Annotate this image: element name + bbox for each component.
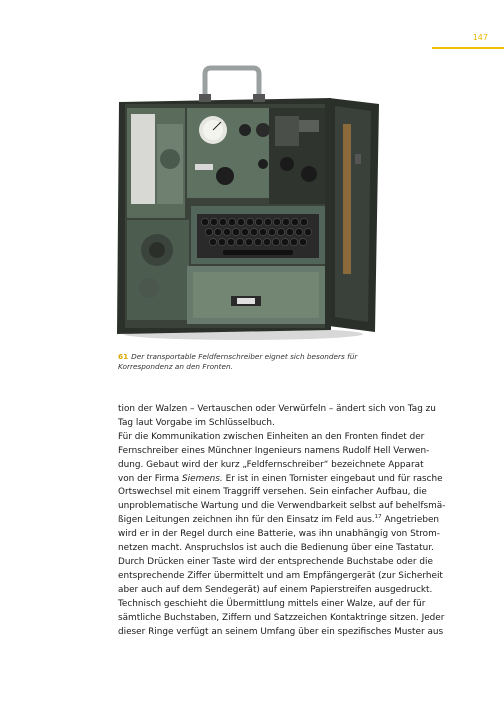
- footnote-marker: 17: [374, 514, 382, 521]
- figure-caption: [118, 352, 388, 372]
- body-line: dung. Gebaut wird der kurz „Feldfernschreiber“ bezeichnete Apparat: [118, 459, 424, 470]
- body-line: dieser Ringe verfügt an seinem Umfang über ein spezifisches Muster aus: [118, 626, 444, 637]
- body-line-text: Angetrieben: [381, 515, 440, 526]
- body-text: [118, 403, 446, 639]
- body-line: Technisch geschieht die Übermittlung mittels einer Walze, auf der für: [118, 598, 426, 609]
- page-number: 147: [472, 33, 488, 42]
- body-line: [118, 514, 440, 528]
- body-line: [118, 473, 443, 487]
- body-line: entsprechende Ziffer übermittelt und am Empfängergerät (zur Sicherheit: [118, 570, 443, 581]
- body-line-text: ßigen Leitungen zeichnen ihn für den Einsatz im Feld aus.: [118, 515, 375, 526]
- body-line: Durch Drücken einer Taste wird der entsprechende Buchstabe oder die: [118, 556, 433, 567]
- body-line: sämtliche Buchstaben, Ziffern und Satzzeichen Kontaktringe sitzen. Jeder: [118, 612, 445, 623]
- header-rule: [432, 47, 504, 49]
- body-line: Ortswechsel mit einem Traggriff versehen. Sein einfacher Aufbau, die: [118, 487, 427, 498]
- caption-number: 61: [118, 352, 129, 361]
- company-name: Siemens.: [182, 473, 223, 484]
- body-line: tion der Walzen – Vertauschen oder Verwürfeln – ändert sich von Tag zu: [118, 404, 436, 414]
- caption-text: Der transportable Feldfernschreiber eignet sich besonders für Korrespondenz an den Fronten.: [118, 352, 358, 371]
- body-line: wird er in der Regel durch eine Batterie, was ihn unabhängig von Strom-: [118, 529, 440, 540]
- body-line: unproblematische Wartung und die Verwendbarkeit selbst auf behelfsmä-: [118, 501, 446, 512]
- body-line: aber auch auf dem Sendegerät) auf einem Papierstreifen ausgedruckt.: [118, 584, 433, 595]
- body-line: netzen macht. Anspruchslos ist auch die Bedienung über eine Tastatur.: [118, 543, 434, 554]
- body-line: Für die Kommunikation zwischen Einheiten an den Fronten findet der: [118, 431, 425, 442]
- teleprinter-photo: [113, 64, 389, 342]
- body-line: Tag laut Vorgabe im Schlüsselbuch.: [118, 417, 275, 428]
- body-line: Fernschreiber eines Münchner Ingenieurs namens Rudolf Hell Verwen-: [118, 445, 430, 456]
- body-line-text: von der Firma: [118, 473, 183, 484]
- body-line-text: Er ist in einen Tornister eingebaut und für rasche: [222, 473, 443, 484]
